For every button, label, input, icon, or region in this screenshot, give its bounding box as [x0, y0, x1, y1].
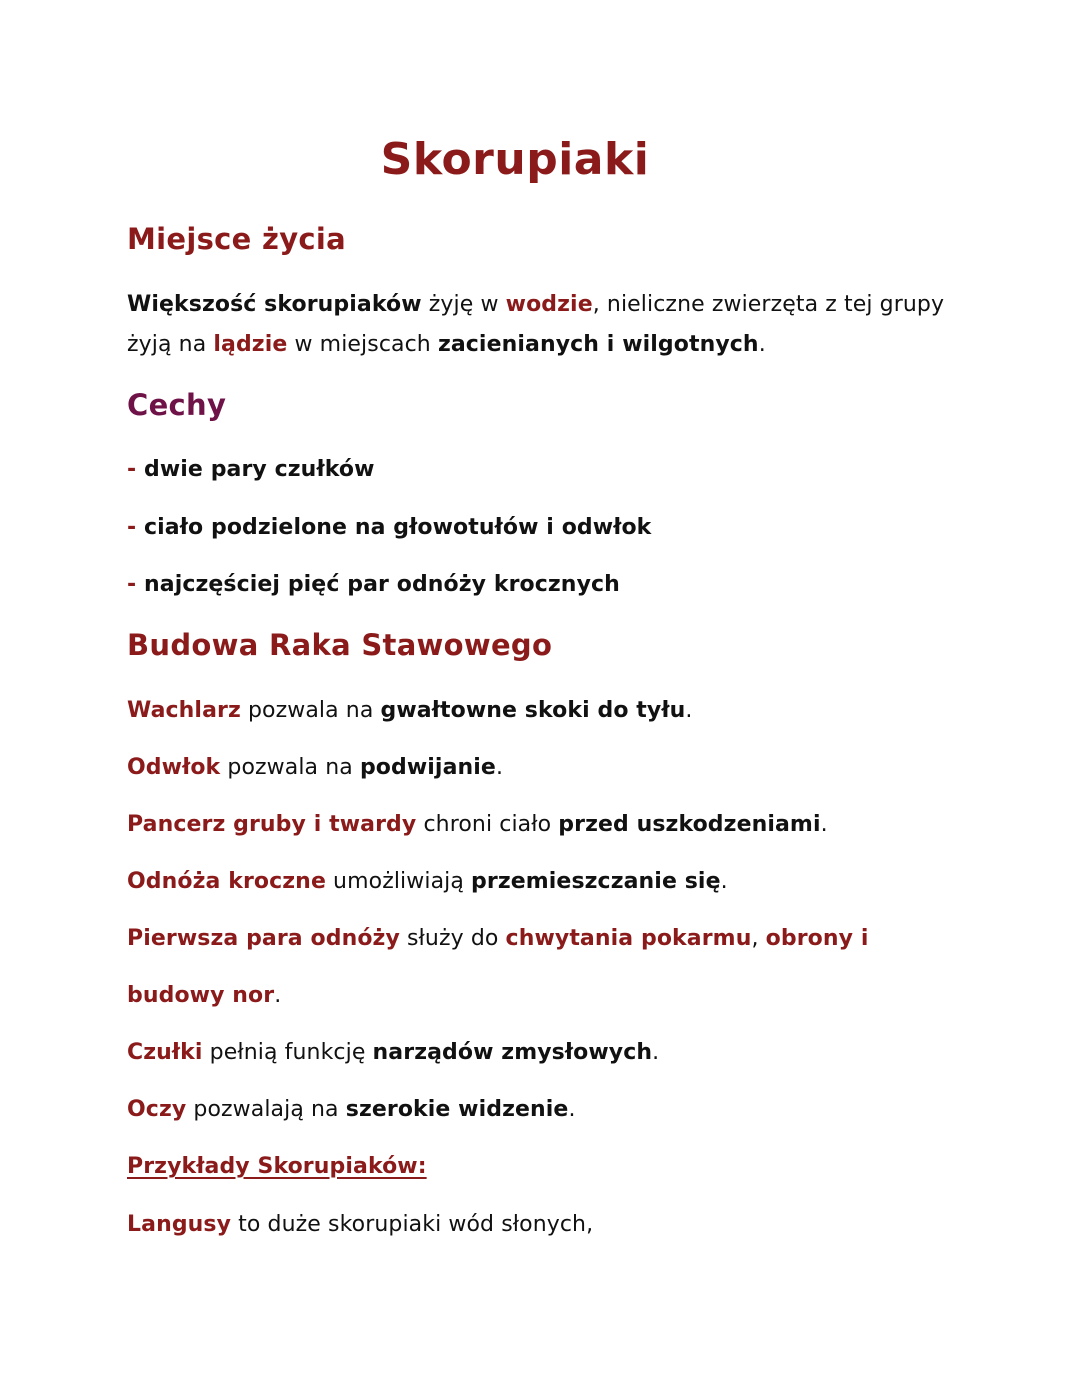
term: Langusy [127, 1212, 232, 1237]
examples-heading-text: Przykłady Skorupiaków: [127, 1154, 427, 1179]
text-bold: przemieszczanie się [471, 869, 721, 894]
anatomy-line [127, 869, 728, 894]
anatomy-line [127, 983, 281, 1008]
text: żyją na [127, 332, 214, 357]
text-highlight: chwytania pokarmu [505, 926, 752, 951]
text-bold: Większość skorupiaków [127, 292, 422, 317]
text: pozwala na [240, 698, 381, 723]
text: służy do [399, 926, 506, 951]
text-bold: zacienianych i wilgotnych [437, 332, 759, 357]
anatomy-line [127, 1212, 593, 1237]
text: , [751, 926, 766, 951]
term: Oczy [127, 1097, 187, 1122]
text: . [568, 1097, 576, 1122]
text: chroni ciało [416, 812, 559, 837]
text: w miejscach [287, 332, 438, 357]
habitat-line-1 [127, 292, 944, 317]
page-title: Skorupiaki [380, 134, 650, 185]
section-heading-anatomy: Budowa Raka Stawowego [127, 628, 553, 662]
anatomy-line [127, 755, 503, 780]
text: pozwala na [220, 755, 360, 780]
text: żyję w [421, 292, 506, 317]
text-highlight: obrony i [765, 926, 869, 951]
section-heading-features: Cechy [127, 388, 227, 422]
feature-text: dwie pary czułków [144, 457, 375, 482]
text: pełnią funkcję [202, 1040, 373, 1065]
text-bold: przed uszkodzeniami [558, 812, 821, 837]
text-highlight: wodzie [505, 292, 593, 317]
text: . [495, 755, 504, 780]
feature-item [127, 457, 375, 482]
text: . [274, 983, 282, 1008]
text: . [820, 812, 828, 837]
anatomy-line [127, 812, 828, 837]
list-dash: - [127, 515, 144, 540]
feature-item [127, 515, 651, 540]
text: pozwalają na [186, 1097, 346, 1122]
anatomy-line [127, 1040, 659, 1065]
text-bold: gwałtowne skoki do tyłu [380, 698, 686, 723]
anatomy-line [127, 926, 869, 951]
term: Wachlarz [127, 698, 241, 723]
feature-text: najczęściej pięć par odnóży krocznych [144, 572, 620, 597]
text: umożliwiają [325, 869, 472, 894]
text-bold: podwijanie [359, 755, 496, 780]
text-highlight: budowy nor [127, 983, 275, 1008]
term: Pierwsza para odnóży [127, 926, 400, 951]
text-bold: narządów zmysłowych [372, 1040, 653, 1065]
text-highlight: lądzie [213, 332, 288, 357]
text: . [685, 698, 693, 723]
feature-text: ciało podzielone na głowotułów i odwłok [144, 515, 652, 540]
anatomy-line [127, 1097, 576, 1122]
text: . [758, 332, 766, 357]
text: . [652, 1040, 660, 1065]
habitat-line-2 [127, 332, 766, 357]
list-dash: - [127, 572, 144, 597]
term: Odwłok [127, 755, 221, 780]
section-heading-habitat: Miejsce życia [127, 222, 347, 256]
term: Pancerz gruby i twardy [127, 812, 417, 837]
list-dash: - [127, 457, 144, 482]
text: , nieliczne zwierzęta z tej grupy [592, 292, 945, 317]
text-bold: szerokie widzenie [345, 1097, 569, 1122]
term: Czułki [127, 1040, 203, 1065]
text: . [720, 869, 728, 894]
examples-heading [127, 1154, 427, 1179]
feature-item [127, 572, 620, 597]
anatomy-line [127, 698, 693, 723]
term: Odnóża kroczne [127, 869, 326, 894]
text: to duże skorupiaki wód słonych, [231, 1212, 594, 1237]
